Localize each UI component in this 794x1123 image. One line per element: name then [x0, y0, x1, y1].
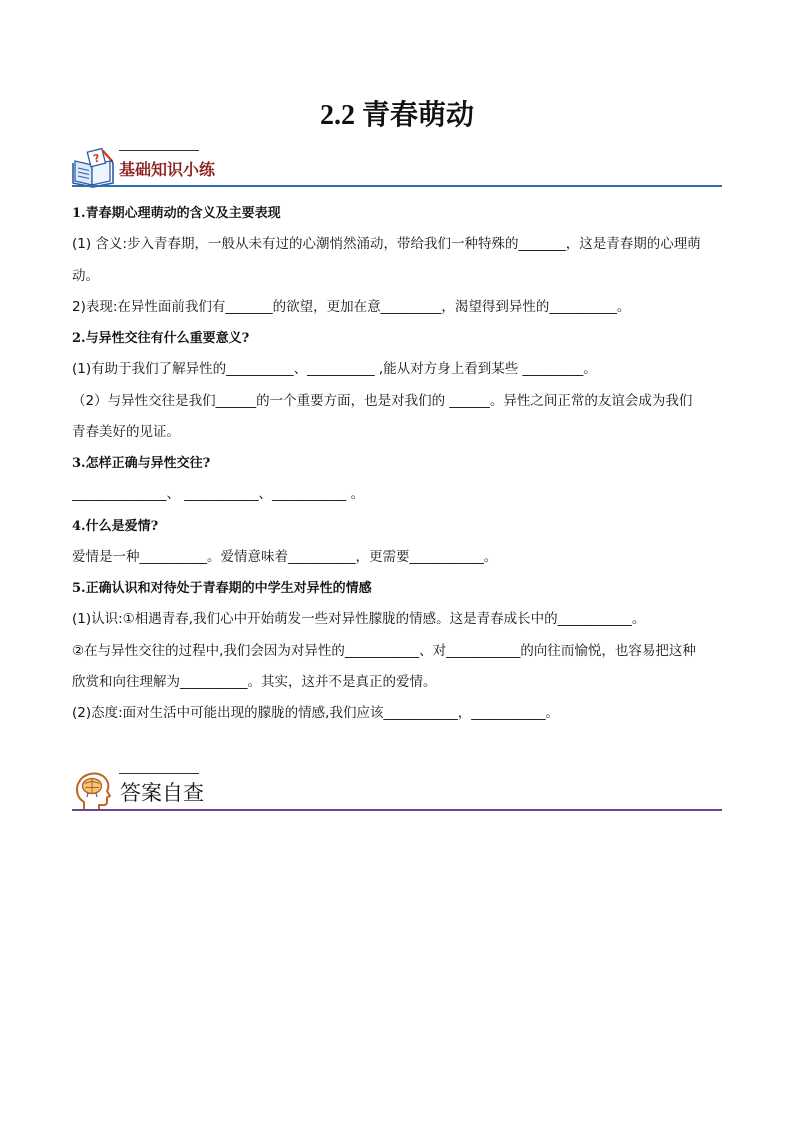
question-heading: 3.怎样正确与异性交往?	[72, 456, 211, 471]
question-heading: 1.青春期心理萌动的含义及主要表现	[72, 206, 281, 221]
page-title: 2.2 青春萌动	[319, 100, 474, 131]
question-line: （2）与异性交往是我们______的一个重要方面，也是对我们的 ______。异性之间正常的友谊会成为我们	[72, 392, 693, 409]
question-heading: 4.什么是爱情?	[72, 518, 159, 534]
question-line: (1)认识:①相遇青春,我们心中开始萌发一些对异性朦胧的情感。这是青春成长中的___________。	[72, 611, 646, 628]
section-title-practice: 基础知识小练	[119, 160, 216, 179]
header-accent-line	[119, 150, 199, 151]
question-line: (1)有助于我们了解异性的__________、__________ ,能从对方身上看到某些 _________。	[72, 361, 597, 378]
head-brain-icon	[72, 769, 114, 811]
section-divider-answers	[72, 809, 722, 811]
section-divider-practice	[72, 185, 722, 187]
book-question-icon	[72, 148, 114, 188]
header-accent-line	[119, 773, 199, 774]
question-line: ②在与异性交往的过程中,我们会因为对异性的___________、对___________的向往而愉悦，也容易把这种	[72, 642, 696, 659]
question-line: (1) 含义:步入青春期，一般从未有过的心潮悄然涌动，带给我们一种特殊的_______，这是青春期的心理萌	[72, 236, 701, 253]
question-line: 青春美好的见证。	[72, 423, 180, 440]
question-line: (2)态度:面对生活中可能出现的朦胧的情感,我们应该___________，___________。	[72, 705, 559, 721]
question-heading: 2.与异性交往有什么重要意义?	[72, 331, 250, 346]
question-list	[72, 198, 722, 729]
section-title-answers: 答案自查	[120, 781, 204, 805]
question-line: 2)表现:在异性面前我们有_______的欲望，更加在意_________，渴望得到异性的__________。	[72, 298, 631, 315]
svg-text:?: ?	[91, 151, 102, 166]
question-line: 欣赏和向往理解为__________。其实，这并不是真正的爱情。	[72, 673, 437, 690]
question-line: ______________、 ___________、___________ 。	[72, 486, 365, 503]
question-line: 爱情是一种__________。爱情意味着__________，更需要___________。	[72, 548, 498, 565]
question-line: 动。	[72, 267, 99, 284]
question-heading: 5.正确认识和对待处于青春期的中学生对异性的情感	[72, 581, 372, 596]
